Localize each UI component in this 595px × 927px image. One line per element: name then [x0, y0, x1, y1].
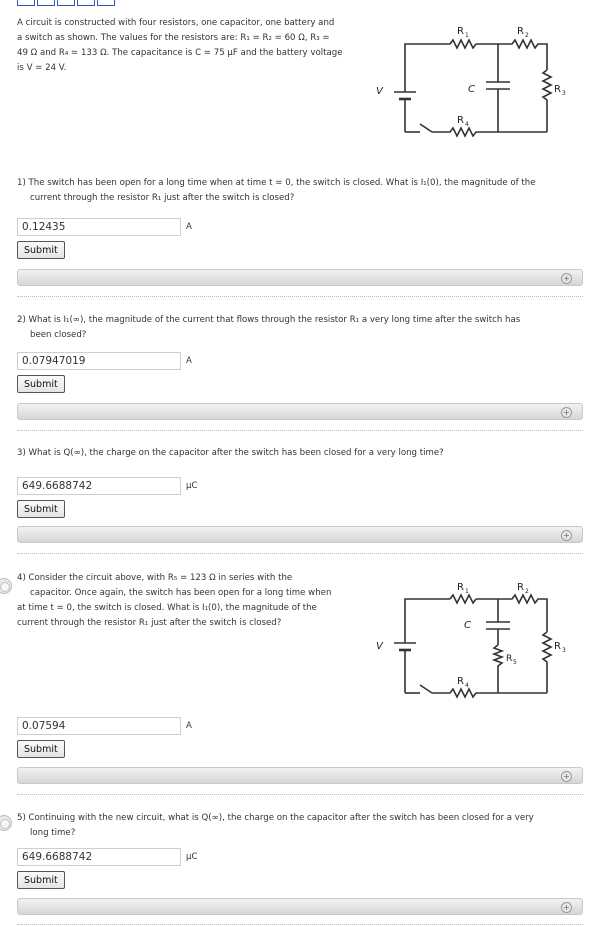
circuit1-label-r3: R: [554, 84, 561, 95]
answer-row-1: [17, 218, 192, 236]
divider: [17, 296, 583, 297]
question-text: 2) What is I₁(∞), the magnitude of the current that flows through the resistor R₁ a very long time after the switch has: [17, 315, 521, 325]
answer-input-4[interactable]: [17, 717, 181, 735]
question-text: long time?: [30, 828, 76, 838]
answer-row-2: [17, 352, 192, 370]
part-tab[interactable]: [97, 0, 115, 6]
flag-icon: [0, 578, 12, 594]
submit-button-5[interactable]: Submit: [17, 871, 65, 889]
plus-icon[interactable]: +: [561, 407, 572, 418]
intro-line: is V = 24 V.: [17, 63, 67, 73]
circuit1-label-r1-sub: 1: [465, 32, 469, 39]
feedback-bar-3[interactable]: [17, 526, 583, 543]
feedback-bar-4[interactable]: [17, 767, 583, 784]
question-text: 5) Continuing with the new circuit, what is Q(∞), the charge on the capacitor after the switch has been closed for a very: [17, 813, 534, 823]
circuit1-label-c: C: [468, 84, 475, 95]
question-text: current through the resistor R₁ just after the switch is closed?: [17, 618, 282, 628]
submit-button-4[interactable]: Submit: [17, 740, 65, 758]
circuit1-label-r4: R: [457, 115, 464, 126]
question-text: 4) Consider the circuit above, with R₅ = 123 Ω in series with the: [17, 573, 293, 583]
circuit-diagram-2: [372, 577, 582, 707]
feedback-bar-5[interactable]: [17, 898, 583, 915]
circuit2-label-r3-sub: 3: [562, 647, 566, 654]
question-2: [17, 313, 585, 343]
unit-label: μC: [186, 481, 198, 491]
circuit1-label-r2: R: [517, 26, 524, 37]
part-tab[interactable]: [57, 0, 75, 6]
part-tabs: [17, 0, 117, 6]
part-tab[interactable]: [77, 0, 95, 6]
answer-input-5[interactable]: [17, 848, 181, 866]
circuit2-label-r1-sub: 1: [465, 588, 469, 595]
problem-statement: [17, 16, 367, 76]
plus-icon[interactable]: +: [561, 273, 572, 284]
answer-row-4: [17, 717, 192, 735]
intro-line: A circuit is constructed with four resistors, one capacitor, one battery and: [17, 18, 335, 28]
answer-input-1[interactable]: [17, 218, 181, 236]
answer-input-3[interactable]: [17, 477, 181, 495]
question-4: [17, 571, 362, 631]
divider: [17, 430, 583, 431]
divider: [17, 553, 583, 554]
plus-icon[interactable]: +: [561, 902, 572, 913]
feedback-bar-1[interactable]: [17, 269, 583, 286]
question-1: [17, 176, 585, 206]
question-text: 1) The switch has been open for a long time when at time t = 0, the switch is closed. What is I₁(0), the magnitude of the: [17, 178, 536, 188]
question-text: 3) What is Q(∞), the charge on the capacitor after the switch has been closed for a very long time?: [17, 448, 444, 458]
plus-icon[interactable]: +: [561, 530, 572, 541]
submit-button-2[interactable]: Submit: [17, 375, 65, 393]
unit-label: μC: [186, 852, 198, 862]
part-tab[interactable]: [17, 0, 35, 6]
part-tab[interactable]: [37, 0, 55, 6]
divider: [17, 924, 583, 925]
question-text: current through the resistor R₁ just after the switch is closed?: [30, 193, 295, 203]
circuit2-label-r1: R: [457, 582, 464, 593]
question-3: [17, 446, 585, 461]
intro-line: 49 Ω and R₄ = 133 Ω. The capacitance is C = 75 μF and the battery voltage: [17, 48, 343, 58]
unit-label: A: [186, 222, 192, 232]
question-5: [17, 811, 585, 841]
circuit2-label-v: V: [376, 641, 383, 652]
submit-button-1[interactable]: Submit: [17, 241, 65, 259]
circuit2-label-r5: R: [506, 654, 513, 664]
circuit2-label-r3: R: [554, 641, 561, 652]
answer-row-3: [17, 477, 197, 495]
circuit2-label-r4-sub: 4: [465, 682, 469, 689]
circuit1-label-r2-sub: 2: [525, 32, 529, 39]
circuit2-label-r5-sub: 5: [513, 659, 517, 666]
plus-icon[interactable]: +: [561, 771, 572, 782]
circuit2-label-r4: R: [457, 676, 464, 687]
circuit2-label-r2-sub: 2: [525, 588, 529, 595]
circuit1-label-r1: R: [457, 26, 464, 37]
intro-line: a switch as shown. The values for the resistors are: R₁ = R₂ = 60 Ω, R₃ =: [17, 33, 330, 43]
answer-row-5: [17, 848, 197, 866]
circuit1-label-r4-sub: 4: [465, 121, 469, 128]
question-text: at time t = 0, the switch is closed. What is I₁(0), the magnitude of the: [17, 603, 317, 613]
unit-label: A: [186, 721, 192, 731]
feedback-bar-2[interactable]: [17, 403, 583, 420]
circuit2-label-r2: R: [517, 582, 524, 593]
circuit2-label-c: C: [464, 620, 471, 631]
divider: [17, 794, 583, 795]
question-text: capacitor. Once again, the switch has been open for a long time when: [30, 588, 332, 598]
circuit1-label-v: V: [376, 86, 383, 97]
question-text: been closed?: [30, 330, 87, 340]
submit-button-3[interactable]: Submit: [17, 500, 65, 518]
unit-label: A: [186, 356, 192, 366]
circuit1-label-r3-sub: 3: [562, 90, 566, 97]
answer-input-2[interactable]: [17, 352, 181, 370]
flag-icon: [0, 815, 12, 831]
circuit-diagram-1: [372, 20, 582, 150]
